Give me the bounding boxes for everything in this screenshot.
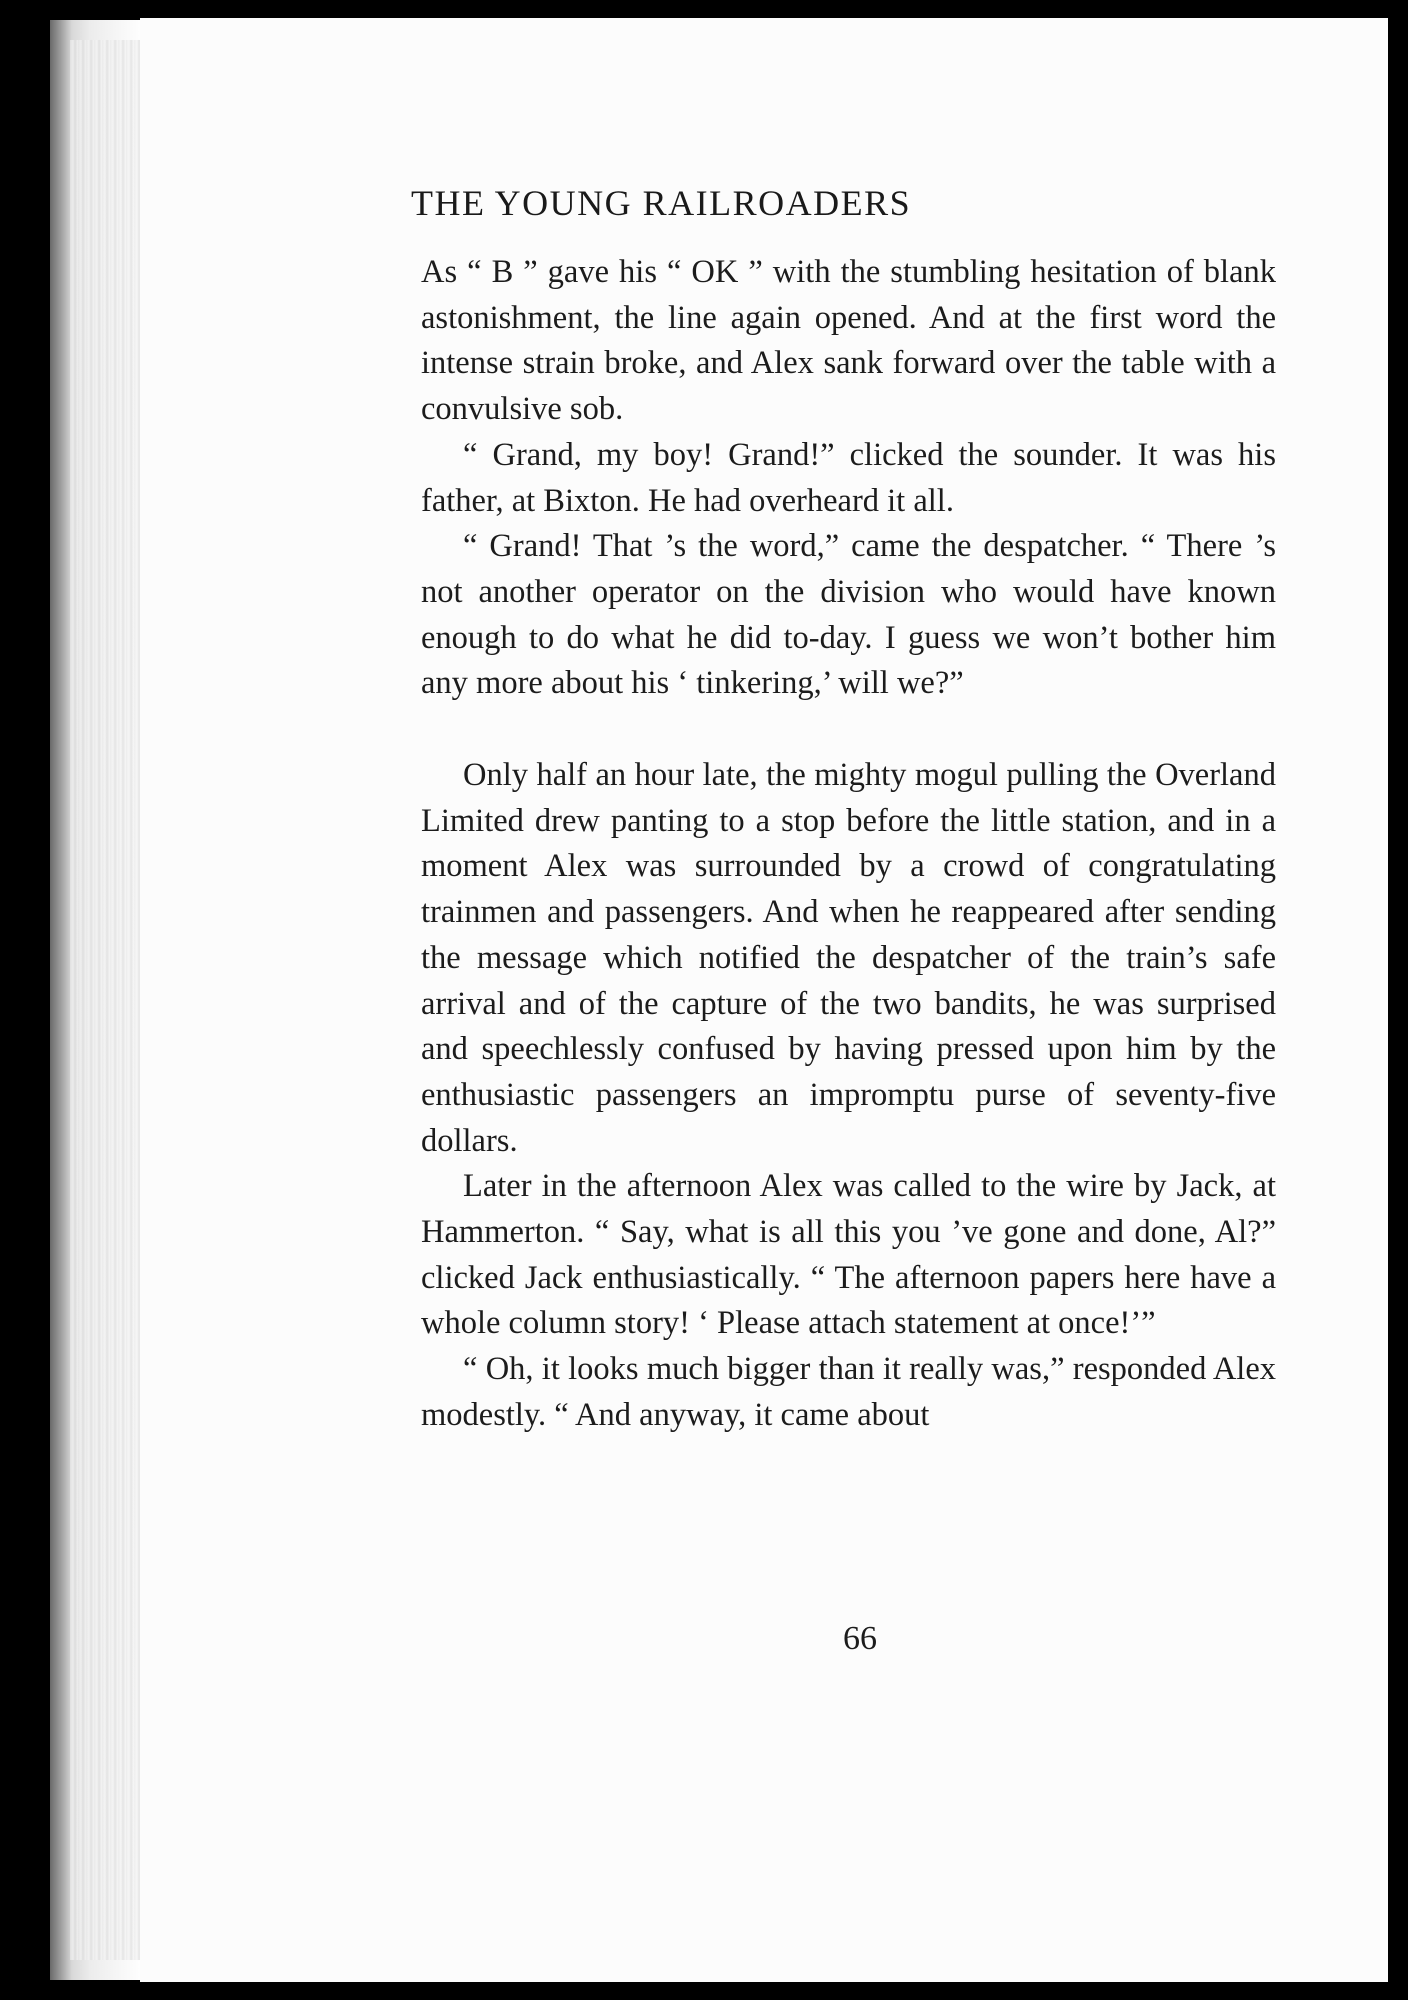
paragraph-5: Later in the afternoon Alex was called to the wire by Jack, at Hammerton. “ Say, what is all this you ’ve gone and done, Al?” clicked Jack enthusiastically. “ The afternoon papers here have a whole column story! ‘ Please attach statement at once!’” [421, 1168, 1276, 1342]
section-break [421, 707, 1276, 753]
paragraph-1: As “ B ” gave his “ OK ” with the stumbling hesitation of blank astonishment, the line again opened. And at the first word the intense strain broke, and Alex sank forward over the table with a convulsive sob. [421, 254, 1276, 428]
paragraph-3: “ Grand! That ’s the word,” came the despatcher. “ There ’s not another operator on the division who would have known enough to do what he did to-day. I guess we won’t bother him any more about his ‘ tinkering,’ will we?” [421, 528, 1276, 702]
paragraph-4: Only half an hour late, the mighty mogul pulling the Overland Limited drew panting to a stop before the little station, and in a moment Alex was surrounded by a crowd of congratulating trainmen and passengers. And when he reappeared after sending the message which notified the despatcher of the train’s safe arrival and of the capture of the two bandits, he was surprised and speechlessly confused by having pressed upon him by the enthusiastic passengers an impromptu purse of seventy-five dollars. [421, 757, 1276, 1159]
body-text [421, 250, 1276, 1439]
page-edges [70, 40, 150, 1960]
paragraph-6: “ Oh, it looks much bigger than it really was,” responded Alex modestly. “ And anyway, it came about [421, 1351, 1276, 1433]
running-head: THE YOUNG RAILROADERS [411, 183, 912, 223]
page-number: 66 [843, 1620, 877, 1657]
paragraph-2: “ Grand, my boy! Grand!” clicked the sounder. It was his father, at Bixton. He had overheard it all. [421, 436, 1276, 519]
